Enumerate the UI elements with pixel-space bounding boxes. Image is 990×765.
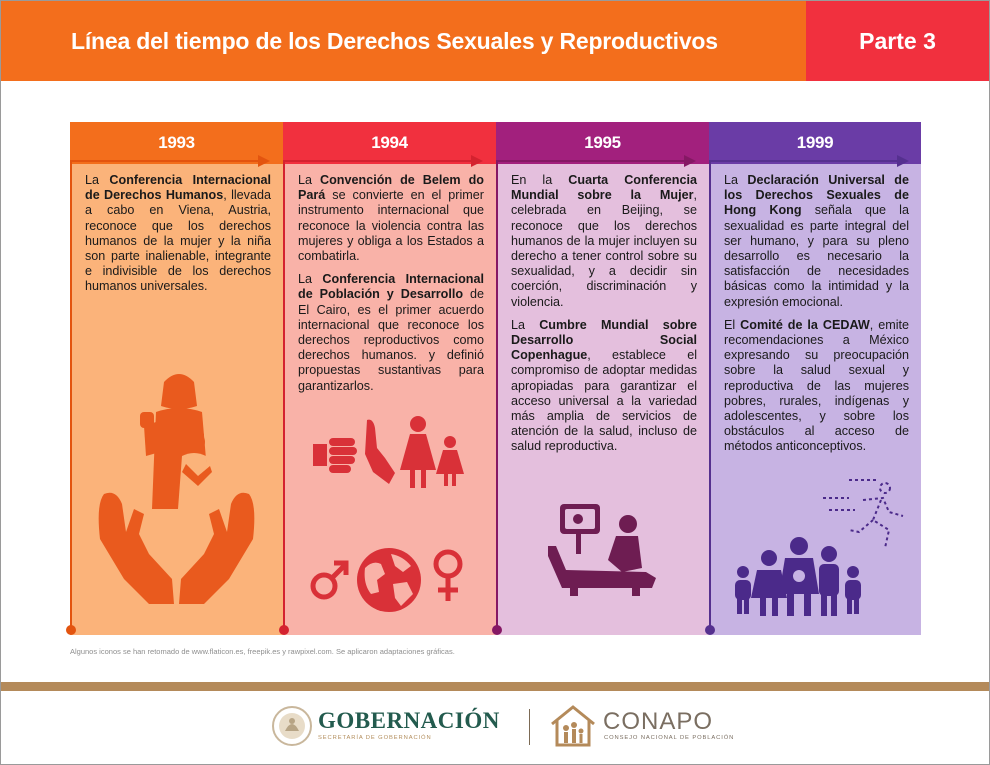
text-run: señala que la sexualidad es parte integral del ser humano, y para su pleno desarrollo es necesario la satisfacción de necesidades básicas como la intimidad y la expresión emocional. <box>724 203 909 309</box>
footer-divider <box>1 682 989 691</box>
gobernacion-subtitle: SECRETARÍA DE GOBERNACIÓN <box>318 735 432 741</box>
bold-term: Comité de la CEDAW <box>740 317 870 332</box>
bold-term: Conferencia Internacional de Población y Desarrollo <box>298 272 484 302</box>
bold-term: Cumbre Mundial sobre Desarrollo Social Copenhague <box>511 317 697 363</box>
column-text <box>511 173 697 463</box>
hand-icon <box>363 418 397 486</box>
bold-term: Cuarta Conferencia Mundial sobre la Mujer <box>511 173 697 203</box>
text-run: de El Cairo, es el primer acuerdo internacional que reconoce los derechos reproductivos como derechos humanos. y definió propuestas sustantivas para garantizarlos. <box>298 287 484 393</box>
column-paragraph <box>724 173 909 310</box>
timeline-arrow-1993 <box>70 160 260 162</box>
column-paragraph <box>298 173 484 264</box>
conapo-house-icon <box>549 704 597 748</box>
timeline-column-1995 <box>496 122 709 635</box>
timeline-arrowhead-1995 <box>684 155 696 167</box>
timeline-vline-1995 <box>496 160 498 630</box>
header-bar <box>1 1 989 81</box>
year-header: 1995 <box>496 122 709 164</box>
column-paragraph <box>511 173 697 310</box>
year-header: 1994 <box>283 122 496 164</box>
timeline-column-1993 <box>70 122 283 635</box>
timeline-column-1999 <box>709 122 921 635</box>
column-text <box>724 173 909 463</box>
female-symbol-icon <box>431 549 465 603</box>
text-run: se convierte en el primer instrumento internacional que reconoce la violencia contra las mujeres y obliga a los Estados a combatirla. <box>298 188 484 264</box>
text-run: , emite recomendaciones a México expresando su preocupación sobre la salud sexual y reproductiva de las mujeres pobres, rurales, indígenas y adolescentes, y sobre los obstáculos al acceso de métodos anticonceptivos. <box>724 317 910 454</box>
text-run: En la <box>511 173 569 187</box>
part-label: Parte 3 <box>859 27 936 54</box>
year-header: 1999 <box>709 122 921 164</box>
column-text <box>85 173 271 303</box>
woman-child-in-hands-icon <box>94 364 259 604</box>
header-part-box <box>806 1 989 81</box>
bold-term: Declaración Universal de los Derechos Sexuales de Hong Kong <box>724 173 909 218</box>
conapo-subtitle: CONSEJO NACIONAL DE POBLACIÓN <box>604 735 735 741</box>
timeline-vline-1993 <box>70 160 72 630</box>
column-paragraph <box>85 173 271 295</box>
timeline-arrowhead-1993 <box>258 155 270 167</box>
text-run: La <box>85 173 110 187</box>
globe-icon <box>355 546 423 614</box>
bold-term: Convención de Belem do Pará <box>298 173 484 203</box>
timeline-vline-1999 <box>709 160 711 630</box>
timeline-arrow-1999 <box>709 160 899 162</box>
mexico-coat-of-arms-icon <box>271 705 313 747</box>
family-icon <box>729 536 861 616</box>
logo-separator <box>529 709 530 745</box>
timeline-arrow-1995 <box>496 160 686 162</box>
gobernacion-logo-text: GOBERNACIÓN <box>318 708 500 733</box>
image-credit: Algunos iconos se han retomado de www.flaticon.es, freepik.es y rawpixel.com. Se aplicaron adaptaciones gráficas. <box>70 647 455 656</box>
column-text <box>298 173 484 402</box>
text-run: La <box>511 317 540 332</box>
timeline-dot-1994 <box>279 625 289 635</box>
text-run: La <box>298 272 323 287</box>
footer <box>0 691 990 765</box>
text-run: , celebrada en Beijing, se reconoce que los derechos humanos de la mujer incluyen su derecho a tener control sobre su sexualidad, y a decidir sin coerción, discriminación y violencia. <box>511 188 697 309</box>
text-run: El <box>724 317 741 332</box>
text-run: , establece el compromiso de adoptar medidas apropiadas para garantizar el acceso universal a la variedad más amplia de servicios de atención de la salud, incluso de salud reproductiva. <box>511 348 697 454</box>
column-paragraph <box>298 272 484 394</box>
column-body <box>283 164 496 635</box>
woman-girl-icon <box>398 414 468 488</box>
medical-ultrasound-icon <box>546 502 661 597</box>
bold-term: Conferencia Internacional de Derechos Humanos <box>85 173 271 203</box>
timeline-dot-1995 <box>492 625 502 635</box>
text-run: La <box>298 173 321 187</box>
year-header: 1993 <box>70 122 283 164</box>
column-paragraph <box>511 318 697 455</box>
column-paragraph <box>724 318 909 455</box>
conapo-logo-text: CONAPO <box>603 708 714 735</box>
column-body <box>709 164 921 635</box>
timeline-arrowhead-1994 <box>471 155 483 167</box>
timeline-column-1994 <box>283 122 496 635</box>
page-title: Línea del tiempo de los Derechos Sexuales y Reproductivos <box>71 27 718 54</box>
timeline-arrow-1994 <box>283 160 473 162</box>
text-run: La <box>724 173 748 187</box>
timeline-vline-1994 <box>283 160 285 630</box>
fist-icon <box>313 434 359 474</box>
timeline-dot-1999 <box>705 625 715 635</box>
column-body <box>496 164 709 635</box>
timeline-dot-1993 <box>66 625 76 635</box>
male-symbol-icon <box>309 559 351 601</box>
column-body <box>70 164 283 635</box>
timeline-arrowhead-1999 <box>897 155 909 167</box>
header-title-box <box>1 1 806 81</box>
text-run: , llevada a cabo en Viena, Austria, reconoce que los derechos humanos de la mujer y la niña son parte inalienable, integrante e indivisible de los derechos humanos universales. <box>85 188 271 294</box>
